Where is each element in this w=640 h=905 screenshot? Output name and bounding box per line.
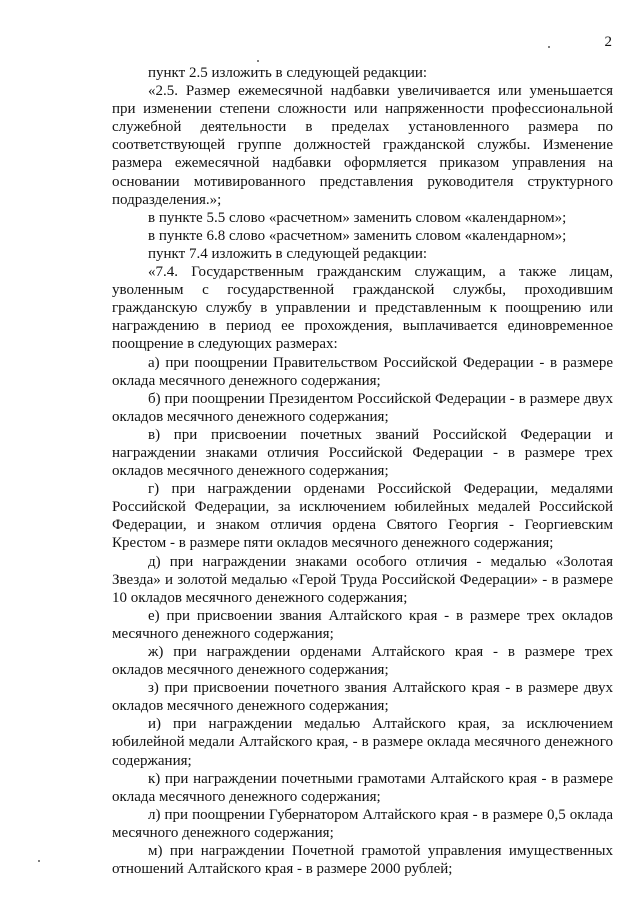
scan-speck [548,46,550,48]
paragraph: пункт 2.5 изложить в следующей редакции: [148,65,428,81]
list-item: г) при награждении орденами Российской Федерации, медалями Российской Федерации, за исключением юбилейных медалей Российской Федерации, и знаком отличия ордена Святого Георгия - Георгиевским Крестом - в размере пяти окладов месячного денежного содержания; [112,481,613,552]
list-item: е) при присвоении звания Алтайского края - в размере трех окладов месячного денежного содержания; [112,607,613,642]
list-item: а) при поощрении Правительством Российской Федерации - в размере оклада месячного денежного содержания; [112,354,613,389]
list-item: д) при награждении знаками особого отличия - медалью «Золотая Звезда» и золотой медалью «Герой Труда Российской Федерации» - в размере 10 окладов месячного денежного содержания; [112,553,613,606]
paragraph: в пункте 5.5 слово «расчетном» заменить словом «календарном»; [148,209,567,226]
list-item: б) при поощрении Президентом Российской Федерации - в размере двух окладов месячного денежного содержания; [112,390,613,425]
scan-speck [38,860,40,862]
list-item: ж) при награждении орденами Алтайского края - в размере трех окладов месячного денежного содержания; [112,644,613,679]
paragraph: пункт 7.4 изложить в следующей редакции: [148,245,428,262]
paragraph: в пункте 6.8 слово «расчетном» заменить словом «календарном»; [148,227,567,244]
page-number: 2 [604,34,612,50]
list-item: л) при поощрении Губернатором Алтайского края - в размере 0,5 оклада месячного денежного содержания; [112,806,613,841]
list-item: в) при присвоении почетных званий Российской Федерации и награждении знаками отличия Российской Федерации - в размере трех окладов месячного денежного содержания; [112,426,613,480]
paragraph: «7.4. Государственным гражданским служащим, а также лицам, уволенным с государственной гражданской службы, проходившим гражданскую службу в управлении и представленным к поощрению или награждению в период ее прохождения, выплачивается единовременное поощрение в следующих размерах: [112,264,613,353]
document-body [112,64,613,878]
scan-speck [257,60,259,62]
paragraph: «2.5. Размер ежемесячной надбавки увеличивается или уменьшается при изменении степени сложности или напряженности профессиональной служебной деятельности в пределах установленного размера по соответствующей группе должностей гражданской службы. Изменение размера ежемесячной надбавки оформляется приказом управления на основании мотивированного представления руководителя структурного подразделения.»; [112,83,613,208]
list-item: м) при награждении Почетной грамотой управления имущественных отношений Алтайского края - в размере 2000 рублей; [112,843,613,878]
list-item: и) при награждении медалью Алтайского края, за исключением юбилейной медали Алтайского края, - в размере оклада месячного денежного содержания; [112,716,613,769]
list-item: з) при присвоении почетного звания Алтайского края - в размере двух окладов месячного денежного содержания; [112,680,613,715]
list-item: к) при награждении почетными грамотами Алтайского края - в размере оклада месячного денежного содержания; [112,770,613,805]
